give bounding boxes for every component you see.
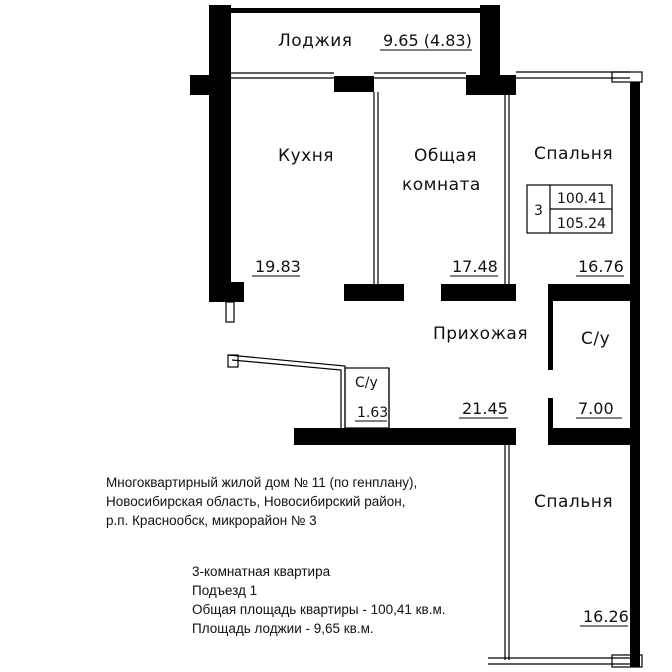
badge-rooms: 3 [534, 203, 543, 219]
partition-bedroom1 [548, 284, 632, 301]
bedroom2-label: Спальня [534, 492, 614, 512]
address-block [106, 473, 417, 530]
loggia-label: Лоджия [278, 31, 353, 51]
bathroom1-area: 7.00 [578, 399, 614, 418]
wall-top-segment-1 [334, 76, 374, 92]
bathroom2-label: С/у [355, 375, 378, 391]
apartment-info-line-1: 3-комнатная квартира [192, 564, 331, 579]
bedroom1-area: 16.76 [578, 257, 624, 276]
partition-kitchen [344, 284, 404, 301]
bathroom1-label: С/у [581, 329, 611, 349]
bedroom1-label: Спальня [534, 144, 614, 164]
hallway-area: 21.45 [462, 399, 508, 418]
wall-middle [294, 428, 516, 445]
living-label-line1: Общая [414, 146, 478, 166]
kitchen-label: Кухня [278, 146, 335, 166]
wall-left-flange [190, 75, 231, 95]
badge-living-area: 100.41 [557, 191, 606, 207]
badge-total-area: 105.24 [557, 216, 606, 232]
partition-living [441, 284, 516, 301]
wall-middle-right [548, 428, 632, 445]
bathroom-door-jamb-top [548, 300, 553, 370]
apartment-info-line-2: Подъезд 1 [192, 583, 258, 598]
wall-left-bottom [209, 282, 244, 302]
apartment-info-line-3: Общая площадь квартиры - 100,41 кв.м. [192, 602, 446, 617]
loggia-rail [230, 8, 480, 13]
wall-top-segment-2 [466, 75, 516, 95]
kitchen-area: 19.83 [255, 257, 301, 276]
apartment-info-line-4: Площадь лоджии - 9,65 кв.м. [192, 621, 374, 636]
address-line-3: р.п. Краснообск, микрорайон № 3 [106, 513, 317, 528]
apartment-info-block [192, 562, 446, 638]
loggia-area: 9.65 (4.83) [383, 31, 472, 50]
address-line-2: Новосибирская область, Новосибирский район, [106, 494, 406, 509]
bathroom-door-jamb-bottom [548, 398, 553, 430]
bathroom2-area: 1.63 [357, 405, 389, 421]
wall-left [209, 75, 231, 290]
living-label-line2: комната [402, 175, 481, 195]
hallway-label: Прихожая [433, 324, 529, 344]
loggia-left-post [209, 5, 231, 75]
bedroom2-area: 16.26 [583, 607, 629, 626]
address-line-1: Многоквартирный жилой дом № 11 (по генплану), [106, 475, 418, 490]
living-area: 17.48 [452, 257, 498, 276]
loggia-right-post [480, 5, 500, 75]
wall-right [630, 82, 640, 667]
